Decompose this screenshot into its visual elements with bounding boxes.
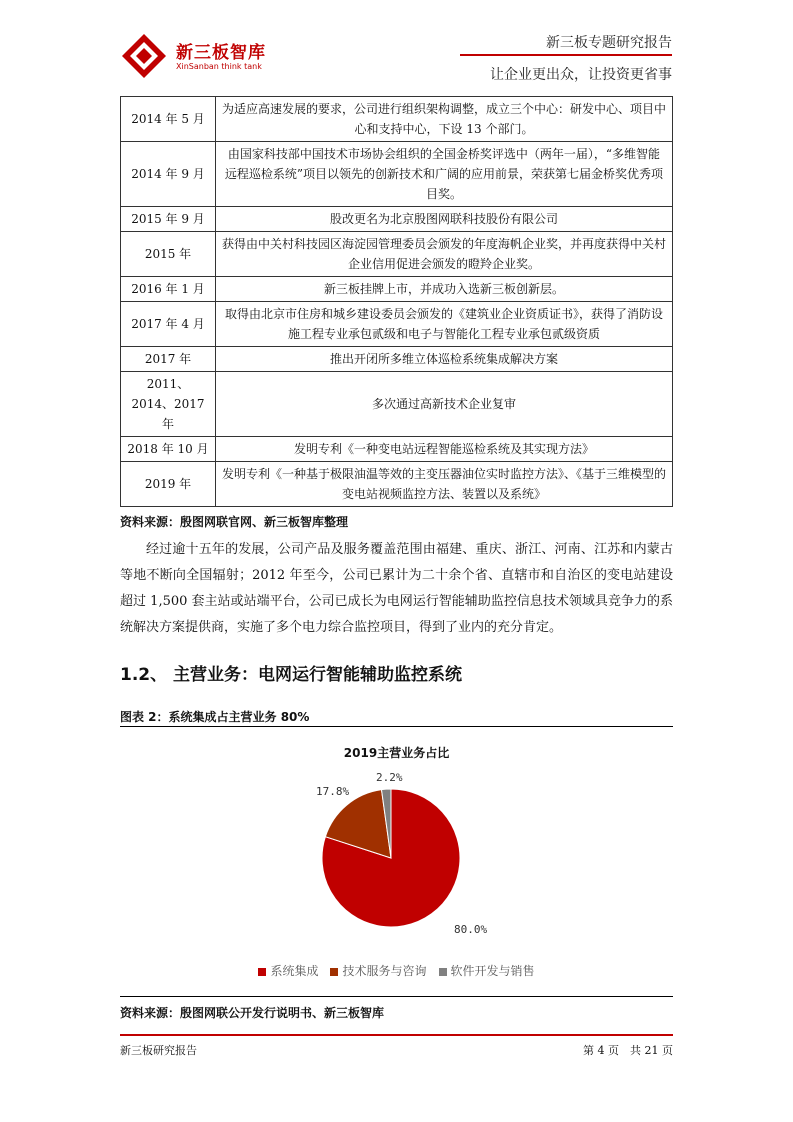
table-row <box>121 372 673 437</box>
table-source: 资料来源：殷图网联官网、新三板智库整理 <box>120 515 349 529</box>
chart-legend <box>120 962 673 979</box>
timeline-event: 股改更名为北京殷图网联科技股份有限公司 <box>216 207 673 232</box>
legend-item <box>330 962 426 979</box>
timeline-event: 新三板挂牌上市，并成功入选新三板创新层。 <box>216 277 673 302</box>
timeline-date: 2016 年 1 月 <box>121 277 216 302</box>
footer-divider <box>120 1034 673 1036</box>
pie-chart <box>120 730 673 990</box>
timeline-table <box>120 96 673 507</box>
table-row <box>121 142 673 207</box>
pie-slice-label: 2.2% <box>376 771 403 784</box>
legend-item <box>439 962 535 979</box>
table-row <box>121 347 673 372</box>
timeline-event: 发明专利《一种基于极限油温等效的主变压器油位实时监控方法》、《基于三维模型的变电站视频监控方法、装置以及系统》 <box>216 462 673 507</box>
pie-slice-label: 17.8% <box>316 785 350 798</box>
legend-label: 技术服务与咨询 <box>342 964 427 978</box>
timeline-event: 为适应高速发展的要求，公司进行组织架构调整，成立三个中心：研发中心、项目中心和支持中心，下设 13 个部门。 <box>216 97 673 142</box>
table-row <box>121 302 673 347</box>
table-row <box>121 97 673 142</box>
timeline-date: 2015 年 9 月 <box>121 207 216 232</box>
legend-swatch-icon <box>258 968 266 976</box>
page-header <box>120 26 672 86</box>
legend-swatch-icon <box>439 968 447 976</box>
table-row <box>121 277 673 302</box>
chart-title: 2019主营业务占比 <box>343 746 450 760</box>
logo-icon <box>120 32 168 80</box>
table-row <box>121 462 673 507</box>
pie-chart-svg <box>120 730 673 960</box>
timeline-date: 2017 年 <box>121 347 216 372</box>
timeline-date: 2019 年 <box>121 462 216 507</box>
legend-item <box>258 962 318 979</box>
section-title: 1.2、 主营业务：电网运行智能辅助监控系统 <box>120 665 463 685</box>
timeline-event: 发明专利《一种变电站远程智能巡检系统及其实现方法》 <box>216 437 673 462</box>
table-row <box>121 207 673 232</box>
timeline-date: 2014 年 5 月 <box>121 97 216 142</box>
timeline-event: 推出开闭所多维立体巡检系统集成解决方案 <box>216 347 673 372</box>
timeline-event: 多次通过高新技术企业复审 <box>216 372 673 437</box>
legend-swatch-icon <box>330 968 338 976</box>
timeline-date: 2011、2014、2017 年 <box>121 372 216 437</box>
timeline-date: 2014 年 9 月 <box>121 142 216 207</box>
legend-label: 软件开发与销售 <box>450 964 535 978</box>
report-title: 新三板专题研究报告 <box>546 35 672 51</box>
footer-page-number: 第 4 页 共 21 页 <box>583 1044 673 1057</box>
pie-slice-label: 80.0% <box>454 923 488 936</box>
timeline-event: 由国家科技部中国技术市场协会组织的全国金桥奖评选中（两年一届），“多维智能远程巡检系统”项目以领先的创新技术和广阔的应用前景，荣获第七届金桥奖优秀项目奖。 <box>216 142 673 207</box>
timeline-date: 2017 年 4 月 <box>121 302 216 347</box>
figure-top-rule <box>120 726 673 727</box>
logo-subtext: XinSanban think tank <box>176 62 262 71</box>
figure-title: 图表 2：系统集成占主营业务 80% <box>120 710 310 724</box>
table-row <box>121 437 673 462</box>
table-row <box>121 232 673 277</box>
header-slogan: 让企业更出众，让投资更省事 <box>490 67 672 83</box>
footer-left: 新三板研究报告 <box>120 1044 197 1057</box>
figure-bottom-rule <box>120 996 673 997</box>
body-paragraph: 经过逾十五年的发展，公司产品及服务覆盖范围由福建、重庆、浙江、河南、江苏和内蒙古等地不断向全国辐射；2012 年至今，公司已累计为二十余个省、直辖市和自治区的变电站建设超过 1,500 套主站或站端平台，公司已成长为电网运行智能辅助监控信息技术领域具竞争力的系统解决方案提供商，实施了多个电力综合监控项目，得到了业内的充分肯定。 <box>120 542 673 635</box>
logo-text: 新三板智库 <box>176 43 266 63</box>
legend-label: 系统集成 <box>270 964 319 978</box>
figure-source: 资料来源：殷图网联公开发行说明书、新三板智库 <box>120 1006 385 1020</box>
header-divider <box>460 54 672 56</box>
timeline-event: 取得由北京市住房和城乡建设委员会颁发的《建筑业企业资质证书》，获得了消防设施工程专业承包贰级和电子与智能化工程专业承包贰级资质 <box>216 302 673 347</box>
timeline-date: 2018 年 10 月 <box>121 437 216 462</box>
timeline-event: 获得由中关村科技园区海淀园管理委员会颁发的年度海帆企业奖，并再度获得中关村企业信用促进会颁发的瞪羚企业奖。 <box>216 232 673 277</box>
timeline-date: 2015 年 <box>121 232 216 277</box>
